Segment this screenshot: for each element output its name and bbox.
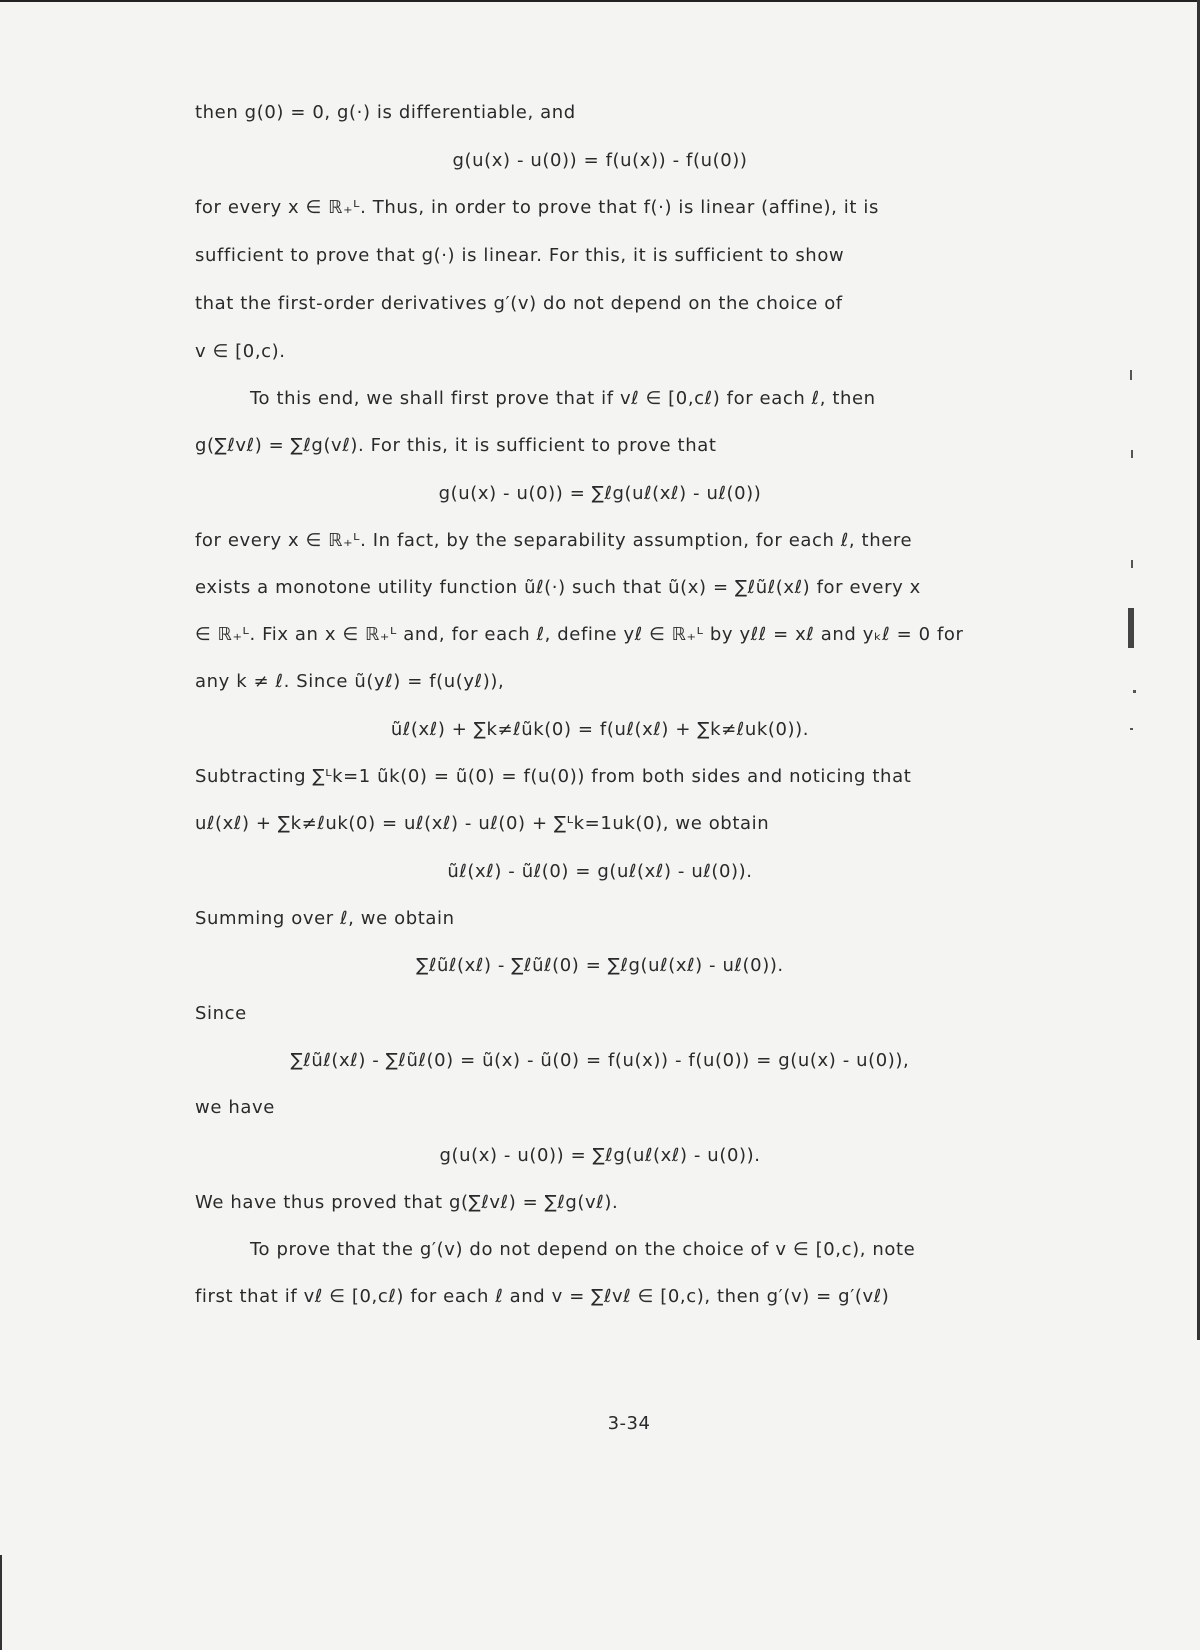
text-line: sufficient to prove that g(·) is linear. For this, it is sufficient to show [195, 245, 845, 266]
text-line: first that if vℓ ∈ [0,cℓ) for each ℓ and v = ∑ℓvℓ ∈ [0,c), then g′(v) = g′(vℓ) [195, 1286, 890, 1307]
page-left-edge [0, 1555, 2, 1650]
text-line: for every x ∈ ℝ₊ᴸ. In fact, by the separability assumption, for each ℓ, there [195, 530, 913, 551]
equation: g(u(x) - u(0)) = ∑ℓg(uℓ(xℓ) - u(0)). [439, 1145, 761, 1166]
text-line: g(∑ℓvℓ) = ∑ℓg(vℓ). For this, it is sufficient to prove that [195, 435, 717, 456]
scan-speck [1131, 560, 1133, 568]
text-line: v ∈ [0,c). [195, 341, 286, 362]
text-line: exists a monotone utility function ũℓ(·) such that ũ(x) = ∑ℓũℓ(xℓ) for every x [195, 577, 921, 598]
text-line: that the first-order derivatives g′(v) do not depend on the choice of [195, 293, 843, 314]
text-line: uℓ(xℓ) + ∑k≠ℓuk(0) = uℓ(xℓ) - uℓ(0) + ∑ᴸk=1uk(0), we obtain [195, 813, 770, 834]
scan-bracket-mark [1128, 608, 1134, 648]
text-line: ∈ ℝ₊ᴸ. Fix an x ∈ ℝ₊ᴸ and, for each ℓ, define yℓ ∈ ℝ₊ᴸ by yℓℓ = xℓ and yₖℓ = 0 for [195, 624, 964, 645]
text-line: we have [195, 1097, 275, 1118]
text-line: Subtracting ∑ᴸk=1 ũk(0) = ũ(0) = f(u(0)) from both sides and noticing that [195, 766, 912, 787]
equation: g(u(x) - u(0)) = ∑ℓg(uℓ(xℓ) - uℓ(0)) [438, 483, 762, 504]
equation: ∑ℓũℓ(xℓ) - ∑ℓũℓ(0) = ũ(x) - ũ(0) = f(u(x)) - f(u(0)) = g(u(x) - u(0)), [290, 1050, 910, 1071]
text-line: Since [195, 1003, 247, 1024]
scan-speck [1133, 690, 1136, 693]
page-number: 3-34 [607, 1413, 651, 1434]
text-line: any k ≠ ℓ. Since ũ(yℓ) = f(u(yℓ)), [195, 671, 505, 692]
equation: ũℓ(xℓ) + ∑k≠ℓũk(0) = f(uℓ(xℓ) + ∑k≠ℓuk(0)). [390, 719, 810, 740]
equation: ũℓ(xℓ) - ũℓ(0) = g(uℓ(xℓ) - uℓ(0)). [447, 861, 753, 882]
text-line: then g(0) = 0, g(·) is differentiable, and [195, 102, 576, 123]
text-line: To this end, we shall first prove that if vℓ ∈ [0,cℓ) for each ℓ, then [250, 388, 876, 409]
equation: ∑ℓũℓ(xℓ) - ∑ℓũℓ(0) = ∑ℓg(uℓ(xℓ) - uℓ(0)). [416, 955, 784, 976]
scan-speck [1130, 370, 1132, 380]
text-line: To prove that the g′(v) do not depend on the choice of v ∈ [0,c), note [250, 1239, 916, 1260]
scan-speck [1131, 450, 1133, 458]
text-line: for every x ∈ ℝ₊ᴸ. Thus, in order to prove that f(·) is linear (affine), it is [195, 197, 879, 218]
text-line: We have thus proved that g(∑ℓvℓ) = ∑ℓg(vℓ). [195, 1192, 619, 1213]
text-line: Summing over ℓ, we obtain [195, 908, 455, 929]
page-top-edge [0, 0, 1200, 2]
equation: g(u(x) - u(0)) = f(u(x)) - f(u(0)) [452, 150, 748, 171]
